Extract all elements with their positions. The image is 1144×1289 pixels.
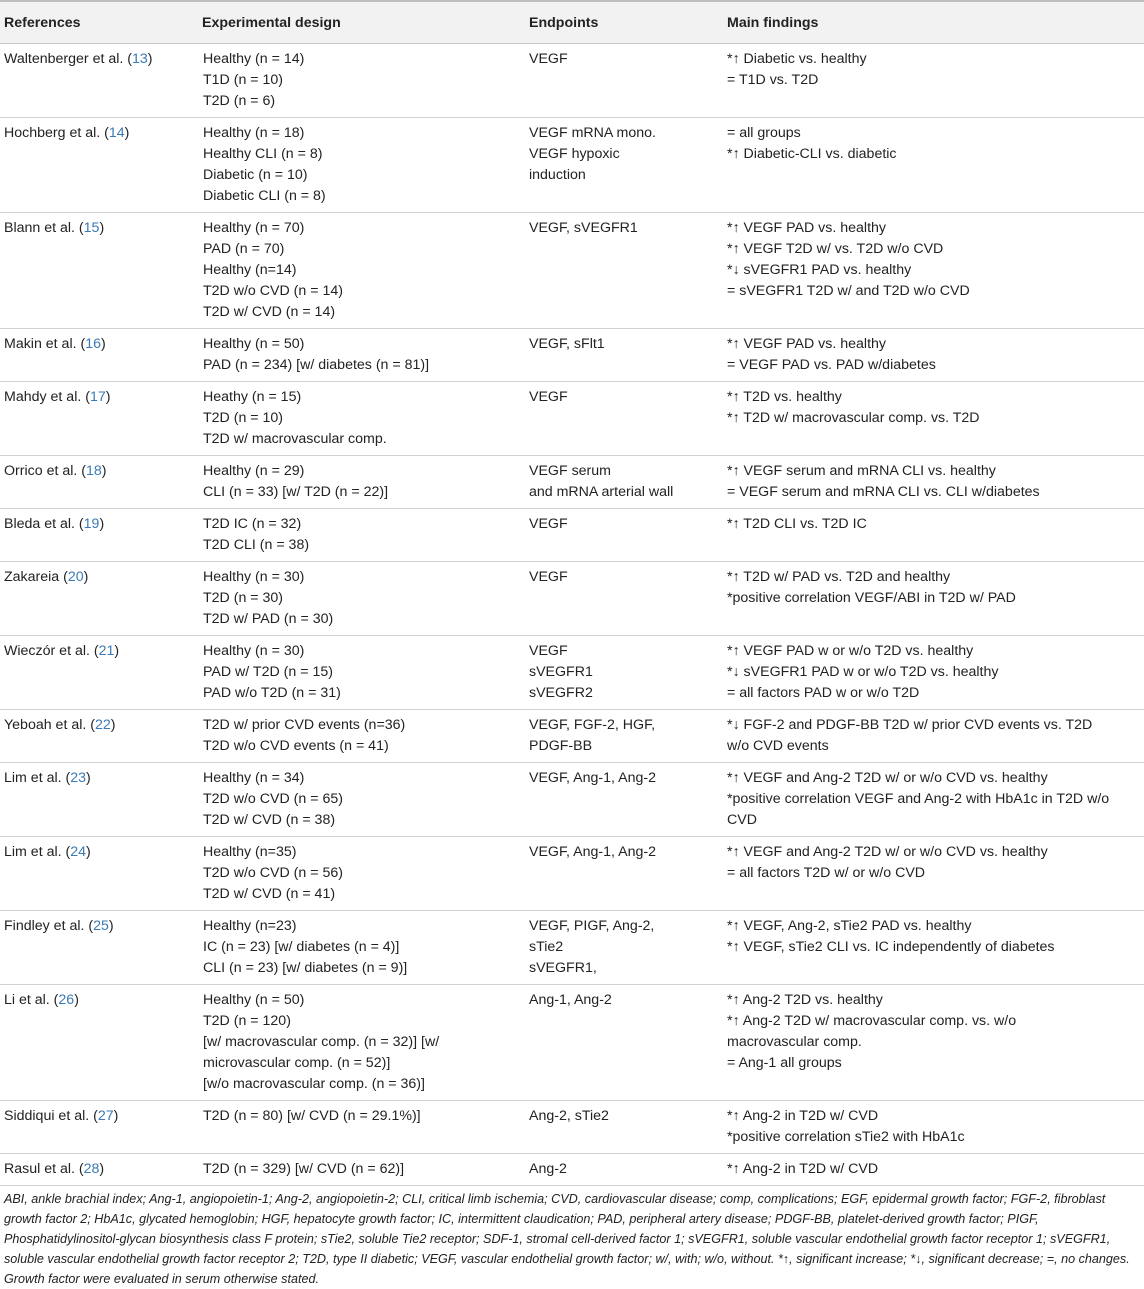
finding-line: *positive correlation sTie2 with HbA1c [727,1129,965,1145]
cell-main-findings [723,382,1144,456]
finding-line: = all groups [727,125,801,141]
design-line: Healthy (n = 29) [203,463,305,479]
reference-close: ) [114,643,120,659]
finding-line: *↑ VEGF and Ang-2 T2D w/ or w/o CVD vs. healthy [727,770,1048,786]
cell-reference [0,710,199,763]
finding-line: *↑ Ang-2 T2D w/ macrovascular comp. vs. w/o [727,1013,1017,1029]
header-experimental-design: Experimental design [199,1,525,44]
reference-link[interactable]: 14 [108,125,125,141]
design-line: T2D (n = 30) [203,590,284,606]
reference-link[interactable]: 21 [98,643,115,659]
finding-line: *↓ sVEGFR1 PAD vs. healthy [727,262,912,278]
cell-endpoints [525,985,723,1101]
endpoint-line: sTie2 [529,939,564,955]
design-line: IC (n = 23) [w/ diabetes (n = 4)] [203,939,400,955]
cell-reference [0,562,199,636]
cell-reference [0,1154,199,1186]
cell-reference [0,213,199,329]
finding-line: *↑ Diabetic vs. healthy [727,51,867,67]
design-line: T2D w/ CVD (n = 41) [203,886,336,902]
endpoint-line: VEGF serum [529,463,611,479]
reference-link[interactable]: 28 [83,1161,100,1177]
endpoint-line: Ang-1, Ang-2 [529,992,612,1008]
cell-main-findings [723,213,1144,329]
reference-author: Orrico et al. ( [4,463,86,479]
endpoint-line: VEGF, FGF-2, HGF, [529,717,656,733]
endpoint-line: VEGF, sFlt1 [529,336,605,352]
design-line: Healthy (n = 70) [203,220,305,236]
reference-author: Hochberg et al. ( [4,125,109,141]
cell-main-findings [723,763,1144,837]
finding-line: = T1D vs. T2D [727,72,819,88]
finding-line: CVD [727,812,757,828]
cell-endpoints [525,456,723,509]
design-line: PAD w/ T2D (n = 15) [203,664,333,680]
design-line: T2D w/o CVD (n = 65) [203,791,343,807]
reference-close: ) [99,1161,105,1177]
design-line: T2D w/o CVD (n = 56) [203,865,343,881]
reference-close: ) [110,717,116,733]
finding-line: macrovascular comp. [727,1034,862,1050]
reference-link[interactable]: 18 [86,463,102,479]
finding-line: = VEGF PAD vs. PAD w/diabetes [727,357,936,373]
reference-author: Bleda et al. ( [4,516,84,532]
finding-line: *↑ T2D w/ macrovascular comp. vs. T2D [727,410,980,426]
reference-link[interactable]: 26 [58,992,75,1008]
reference-close: ) [124,125,130,141]
cell-reference [0,118,199,213]
header-main-findings: Main findings [723,1,1144,44]
endpoint-line: VEGF [529,643,568,659]
cell-reference [0,636,199,710]
finding-line: *↑ VEGF, Ang-2, sTie2 PAD vs. healthy [727,918,972,934]
finding-line: *↑ VEGF, sTie2 CLI vs. IC independently of diabetes [727,939,1055,955]
cell-endpoints [525,763,723,837]
cell-reference [0,509,199,562]
cell-main-findings [723,1154,1144,1186]
endpoint-line: and mRNA arterial wall [529,484,674,500]
reference-link[interactable]: 20 [67,569,84,585]
table-row [0,509,1144,562]
reference-close: ) [99,516,105,532]
cell-experimental-design [199,213,525,329]
cell-reference [0,382,199,456]
cell-reference [0,329,199,382]
design-line: T2D w/o CVD events (n = 41) [203,738,389,754]
reference-author: Lim et al. ( [4,844,71,860]
design-line: T2D (n = 6) [203,93,276,109]
table-footnote: ABI, ankle brachial index; Ang-1, angiopoietin-1; Ang-2, angiopoietin-2; CLI, critical limb ischemia; CVD, cardiovascular disease; comp, complications; EGF, epidermal growth factor; FGF-2, fibroblast growth factor 2; HbA1c, glycated hemoglobin; HGF, hepatocyte growth factor; IC, intermittent claudication; PAD, peripheral artery disease; PDGF-BB, platelet-derived growth factor; PIGF, Phosphatidylinositol-glycan biosynthesis class F protein; sTie2, soluble Tie2 receptor; SDF-1, stromal cell-derived factor 1; sVEGFR1, soluble vascular endothelial growth factor receptor 1; sVEGFR1, soluble vascular endothelial growth factor receptor 2; T2D, type II diabetic; VEGF, vascular endothelial growth factor; w/, with; w/o, without. *↑, significant increase; *↓, significant decrease; =, no changes. Growth factor were evaluated in serum otherwise stated. [4,1192,1130,1286]
finding-line: *↑ T2D CLI vs. T2D IC [727,516,867,532]
table-row [0,562,1144,636]
table-row [0,329,1144,382]
reference-author: Rasul et al. ( [4,1161,84,1177]
endpoint-line: VEGF, PIGF, Ang-2, [529,918,655,934]
cell-reference [0,985,199,1101]
endpoint-line: VEGF [529,516,568,532]
cell-experimental-design [199,44,525,118]
reference-author: Wieczór et al. ( [4,643,99,659]
reference-link[interactable]: 22 [94,717,111,733]
finding-line: *↑ VEGF PAD vs. healthy [727,220,887,236]
cell-reference [0,1101,199,1154]
finding-line: *↑ Ang-2 T2D vs. healthy [727,992,883,1008]
table-row [0,1101,1144,1154]
design-line: Healthy (n = 50) [203,992,305,1008]
reference-close: ) [83,569,89,585]
design-line: PAD (n = 70) [203,241,285,257]
header-references: References [0,1,199,44]
finding-line: *↑ Ang-2 in T2D w/ CVD [727,1161,879,1177]
cell-main-findings [723,118,1144,213]
table-row [0,911,1144,985]
finding-line: *↓ FGF-2 and PDGF-BB T2D w/ prior CVD events vs. T2D [727,717,1093,733]
finding-line: *↑ T2D w/ PAD vs. T2D and healthy [727,569,951,585]
reference-close: ) [99,220,105,236]
endpoint-line: VEGF, Ang-1, Ang-2 [529,844,656,860]
cell-experimental-design [199,118,525,213]
cell-experimental-design [199,382,525,456]
cell-experimental-design [199,1154,525,1186]
finding-line: = sVEGFR1 T2D w/ and T2D w/o CVD [727,283,970,299]
design-line: T2D (n = 10) [203,410,284,426]
reference-author: Blann et al. ( [4,220,84,236]
cell-endpoints [525,1101,723,1154]
reference-link[interactable]: 19 [83,516,100,532]
endpoint-line: VEGF [529,51,568,67]
design-line: T2D IC (n = 32) [203,516,302,532]
endpoint-line: VEGF [529,569,568,585]
reference-link[interactable]: 16 [85,336,101,352]
cell-endpoints [525,636,723,710]
finding-line: = all factors PAD w or w/o T2D [727,685,920,701]
design-line: Healthy (n=23) [203,918,297,934]
finding-line: *↑ Diabetic-CLI vs. diabetic [727,146,897,162]
design-line: T2D (n = 329) [w/ CVD (n = 62)] [203,1161,405,1177]
reference-close: ) [74,992,79,1008]
table-row [0,382,1144,456]
reference-author: Makin et al. ( [4,336,86,352]
cell-endpoints [525,44,723,118]
reference-close: ) [147,51,153,67]
reference-link[interactable]: 17 [89,389,106,405]
endpoint-line: VEGF, Ang-1, Ang-2 [529,770,656,786]
finding-line: *↓ sVEGFR1 PAD w or w/o T2D vs. healthy [727,664,999,680]
cell-reference [0,763,199,837]
table-row [0,456,1144,509]
design-line: [w/ macrovascular comp. (n = 32)] [w/ [203,1034,440,1050]
table-header-row [0,1,1144,44]
cell-endpoints [525,213,723,329]
endpoint-line: sVEGFR2 [529,685,593,701]
design-line: CLI (n = 23) [w/ diabetes (n = 9)] [203,960,408,976]
table-row [0,636,1144,710]
design-line: [w/o macrovascular comp. (n = 36)] [203,1076,425,1092]
cell-main-findings [723,562,1144,636]
cell-experimental-design [199,456,525,509]
cell-main-findings [723,911,1144,985]
finding-line: *↑ VEGF T2D w/ vs. T2D w/o CVD [727,241,944,257]
endpoint-line: VEGF, sVEGFR1 [529,220,638,236]
table-row [0,837,1144,911]
design-line: Healthy (n = 50) [203,336,305,352]
design-line: T2D CLI (n = 38) [203,537,310,553]
cell-endpoints [525,509,723,562]
cell-experimental-design [199,329,525,382]
reference-link[interactable]: 13 [132,51,148,67]
table-row [0,710,1144,763]
cell-main-findings [723,509,1144,562]
reference-close: ) [101,463,107,479]
table-body [0,44,1144,1186]
reference-link[interactable]: 27 [97,1108,114,1124]
cell-experimental-design [199,985,525,1101]
design-line: PAD (n = 234) [w/ diabetes (n = 81)] [203,357,430,373]
endpoint-line: Ang-2 [529,1161,567,1177]
cell-endpoints [525,837,723,911]
cell-experimental-design [199,763,525,837]
cell-experimental-design [199,636,525,710]
endpoint-line: VEGF [529,389,568,405]
reference-close: ) [113,1108,119,1124]
design-line: T2D (n = 120) [203,1013,291,1029]
cell-experimental-design [199,911,525,985]
cell-main-findings [723,837,1144,911]
design-line: PAD w/o T2D (n = 31) [203,685,341,701]
design-line: T2D w/o CVD (n = 14) [203,283,343,299]
design-line: Healthy (n = 14) [203,51,305,67]
design-line: Diabetic (n = 10) [203,167,308,183]
finding-line: *positive correlation VEGF and Ang-2 with HbA1c in T2D w/o [727,791,1110,807]
design-line: microvascular comp. (n = 52)] [203,1055,391,1071]
reference-close: ) [105,389,111,405]
design-line: T2D w/ CVD (n = 14) [203,304,336,320]
design-line: Healthy (n=35) [203,844,297,860]
cell-reference [0,456,199,509]
cell-endpoints [525,329,723,382]
reference-author: Zakareia ( [4,569,68,585]
finding-line: *↑ T2D vs. healthy [727,389,842,405]
finding-line: w/o CVD events [727,738,829,754]
reference-link[interactable]: 15 [83,220,100,236]
design-line: Healthy (n = 34) [203,770,305,786]
endpoint-line: VEGF hypoxic [529,146,620,162]
cell-experimental-design [199,1101,525,1154]
reference-close: ) [86,770,91,786]
design-line: T1D (n = 10) [203,72,284,88]
endpoint-line: sVEGFR1 [529,664,593,680]
design-line: T2D w/ prior CVD events (n=36) [203,717,406,733]
cell-endpoints [525,710,723,763]
reference-link[interactable]: 24 [70,844,87,860]
header-endpoints: Endpoints [525,1,723,44]
table-row [0,1154,1144,1186]
cell-experimental-design [199,710,525,763]
cell-main-findings [723,329,1144,382]
cell-main-findings [723,636,1144,710]
cell-main-findings [723,44,1144,118]
cell-endpoints [525,118,723,213]
finding-line: *positive correlation VEGF/ABI in T2D w/ PAD [727,590,1016,606]
endpoint-line: induction [529,167,586,183]
design-line: Healthy (n=14) [203,262,297,278]
reference-close: ) [86,844,91,860]
cell-main-findings [723,456,1144,509]
reference-author: Findley et al. ( [4,918,94,934]
design-line: Diabetic CLI (n = 8) [203,188,326,204]
cell-endpoints [525,382,723,456]
cell-main-findings [723,1101,1144,1154]
design-line: Healthy (n = 30) [203,569,305,585]
cell-main-findings [723,985,1144,1101]
finding-line: *↑ Ang-2 in T2D w/ CVD [727,1108,879,1124]
design-line: Heathy (n = 15) [203,389,302,405]
finding-line: = Ang-1 all groups [727,1055,842,1071]
cell-experimental-design [199,509,525,562]
endpoint-line: Ang-2, sTie2 [529,1108,609,1124]
cell-reference [0,911,199,985]
endpoint-line: sVEGFR1, [529,960,597,976]
cell-endpoints [525,562,723,636]
design-line: Healthy (n = 18) [203,125,305,141]
design-line: T2D w/ PAD (n = 30) [203,611,334,627]
reference-close: ) [108,918,114,934]
table-row [0,44,1144,118]
finding-line: *↑ VEGF and Ang-2 T2D w/ or w/o CVD vs. healthy [727,844,1048,860]
cell-endpoints [525,1154,723,1186]
cell-experimental-design [199,562,525,636]
reference-link[interactable]: 25 [93,918,109,934]
table-row [0,118,1144,213]
cell-endpoints [525,911,723,985]
reference-author: Waltenberger et al. ( [4,51,133,67]
reference-author: Lim et al. ( [4,770,71,786]
design-line: CLI (n = 33) [w/ T2D (n = 22)] [203,484,389,500]
endpoint-line: PDGF-BB [529,738,593,754]
cell-reference [0,44,199,118]
cell-reference [0,837,199,911]
table-row [0,763,1144,837]
table-row [0,213,1144,329]
cell-main-findings [723,710,1144,763]
design-line: T2D (n = 80) [w/ CVD (n = 29.1%)] [203,1108,421,1124]
finding-line: *↑ VEGF PAD vs. healthy [727,336,887,352]
finding-line: = VEGF serum and mRNA CLI vs. CLI w/diabetes [727,484,1040,500]
cell-experimental-design [199,837,525,911]
reference-author: Siddiqui et al. ( [4,1108,98,1124]
design-line: Healthy (n = 30) [203,643,305,659]
endpoint-line: VEGF mRNA mono. [529,125,656,141]
finding-line: *↑ VEGF PAD w or w/o T2D vs. healthy [727,643,974,659]
design-line: T2D w/ macrovascular comp. [203,431,387,447]
design-line: T2D w/ CVD (n = 38) [203,812,336,828]
reference-close: ) [101,336,106,352]
finding-line: *↑ VEGF serum and mRNA CLI vs. healthy [727,463,996,479]
reference-author: Yeboah et al. ( [4,717,95,733]
reference-author: Li et al. ( [4,992,59,1008]
table-row [0,985,1144,1101]
design-line: Healthy CLI (n = 8) [203,146,323,162]
finding-line: = all factors T2D w/ or w/o CVD [727,865,926,881]
reference-link[interactable]: 23 [70,770,87,786]
reference-author: Mahdy et al. ( [4,389,90,405]
